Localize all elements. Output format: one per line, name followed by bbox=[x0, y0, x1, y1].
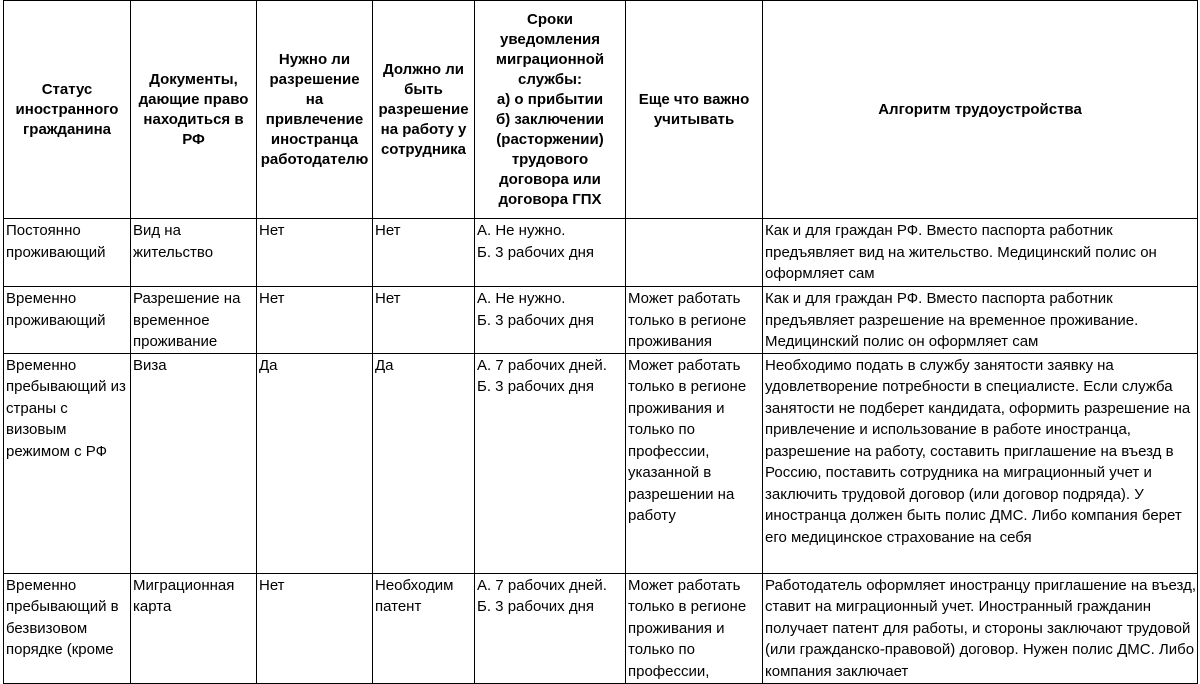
cell-work-permit: Да bbox=[373, 353, 475, 573]
cell-documents: Миграционная карта bbox=[131, 573, 257, 683]
cell-deadlines: А. Не нужно. Б. 3 рабочих дня bbox=[475, 287, 626, 354]
cell-algorithm: Необходимо подать в службу занятости заявку на удовлетворение потребности в специалисте. Если служба занятости не подберет кандидата, оформить разрешение на привлечение и использование в работе иностранца, разрешение на работу, составить приглашение на въезд в Россию, поставить сотрудника на миграционный учет и заключить трудовой договор (или договор подряда). У иностранца должен быть полис ДМС. Либо компания берет его медицинское страхование на себя bbox=[763, 353, 1198, 573]
cell-algorithm: Как и для граждан РФ. Вместо паспорта работник предъявляет вид на жительство. Медицинский полис он оформляет сам bbox=[763, 219, 1198, 287]
header-deadlines: Сроки уведомления миграционной службы: а) о прибытии б) заключении (расторжении) трудового договора или договора ГПХ bbox=[475, 1, 626, 219]
cell-documents: Разрешение на временное проживание bbox=[131, 287, 257, 354]
cell-deadlines: А. 7 рабочих дней. Б. 3 рабочих дня bbox=[475, 573, 626, 683]
cell-algorithm: Как и для граждан РФ. Вместо паспорта работник предъявляет разрешение на временное проживание. Медицинский полис он оформляет сам bbox=[763, 287, 1198, 354]
cell-notes: Может работать только в регионе проживания и только по профессии, bbox=[626, 573, 763, 683]
table-row bbox=[4, 219, 1198, 287]
cell-status: Временно проживающий bbox=[4, 287, 131, 354]
cell-status: Временно пребывающий из страны с визовым режимом с РФ bbox=[4, 353, 131, 573]
cell-deadlines: А. 7 рабочих дней. Б. 3 рабочих дня bbox=[475, 353, 626, 573]
header-algorithm: Алгоритм трудоустройства bbox=[763, 1, 1198, 219]
table-row bbox=[4, 353, 1198, 573]
cell-algorithm: Работодатель оформляет иностранцу приглашение на въезд, ставит на миграционный учет. Иностранный гражданин получает патент для работы, и стороны заключают трудовой (или гражданско-правовой) договор. Нужен полис ДМС. Либо компания заключает bbox=[763, 573, 1198, 683]
cell-employer-permit: Нет bbox=[257, 219, 373, 287]
cell-notes: Может работать только в регионе проживания bbox=[626, 287, 763, 354]
table-row bbox=[4, 573, 1198, 683]
cell-status: Постоянно проживающий bbox=[4, 219, 131, 287]
table-row bbox=[4, 287, 1198, 354]
header-notes: Еще что важно учитывать bbox=[626, 1, 763, 219]
cell-work-permit: Нет bbox=[373, 287, 475, 354]
cell-deadlines: А. Не нужно. Б. 3 рабочих дня bbox=[475, 219, 626, 287]
employment-table bbox=[3, 0, 1198, 684]
header-row bbox=[4, 1, 1198, 219]
header-documents: Документы, дающие право находиться в РФ bbox=[131, 1, 257, 219]
cell-status: Временно пребывающий в безвизовом порядке (кроме bbox=[4, 573, 131, 683]
cell-notes bbox=[626, 219, 763, 287]
cell-notes: Может работать только в регионе проживания и только по профессии, указанной в разрешении на работу bbox=[626, 353, 763, 573]
cell-employer-permit: Нет bbox=[257, 287, 373, 354]
cell-documents: Вид на жительство bbox=[131, 219, 257, 287]
header-employer-permit: Нужно ли разрешение на привлечение иностранца работодателю bbox=[257, 1, 373, 219]
cell-employer-permit: Да bbox=[257, 353, 373, 573]
header-status: Статус иностранного гражданина bbox=[4, 1, 131, 219]
cell-documents: Виза bbox=[131, 353, 257, 573]
cell-employer-permit: Нет bbox=[257, 573, 373, 683]
header-work-permit: Должно ли быть разрешение на работу у сотрудника bbox=[373, 1, 475, 219]
cell-work-permit: Нет bbox=[373, 219, 475, 287]
cell-work-permit: Необходим патент bbox=[373, 573, 475, 683]
